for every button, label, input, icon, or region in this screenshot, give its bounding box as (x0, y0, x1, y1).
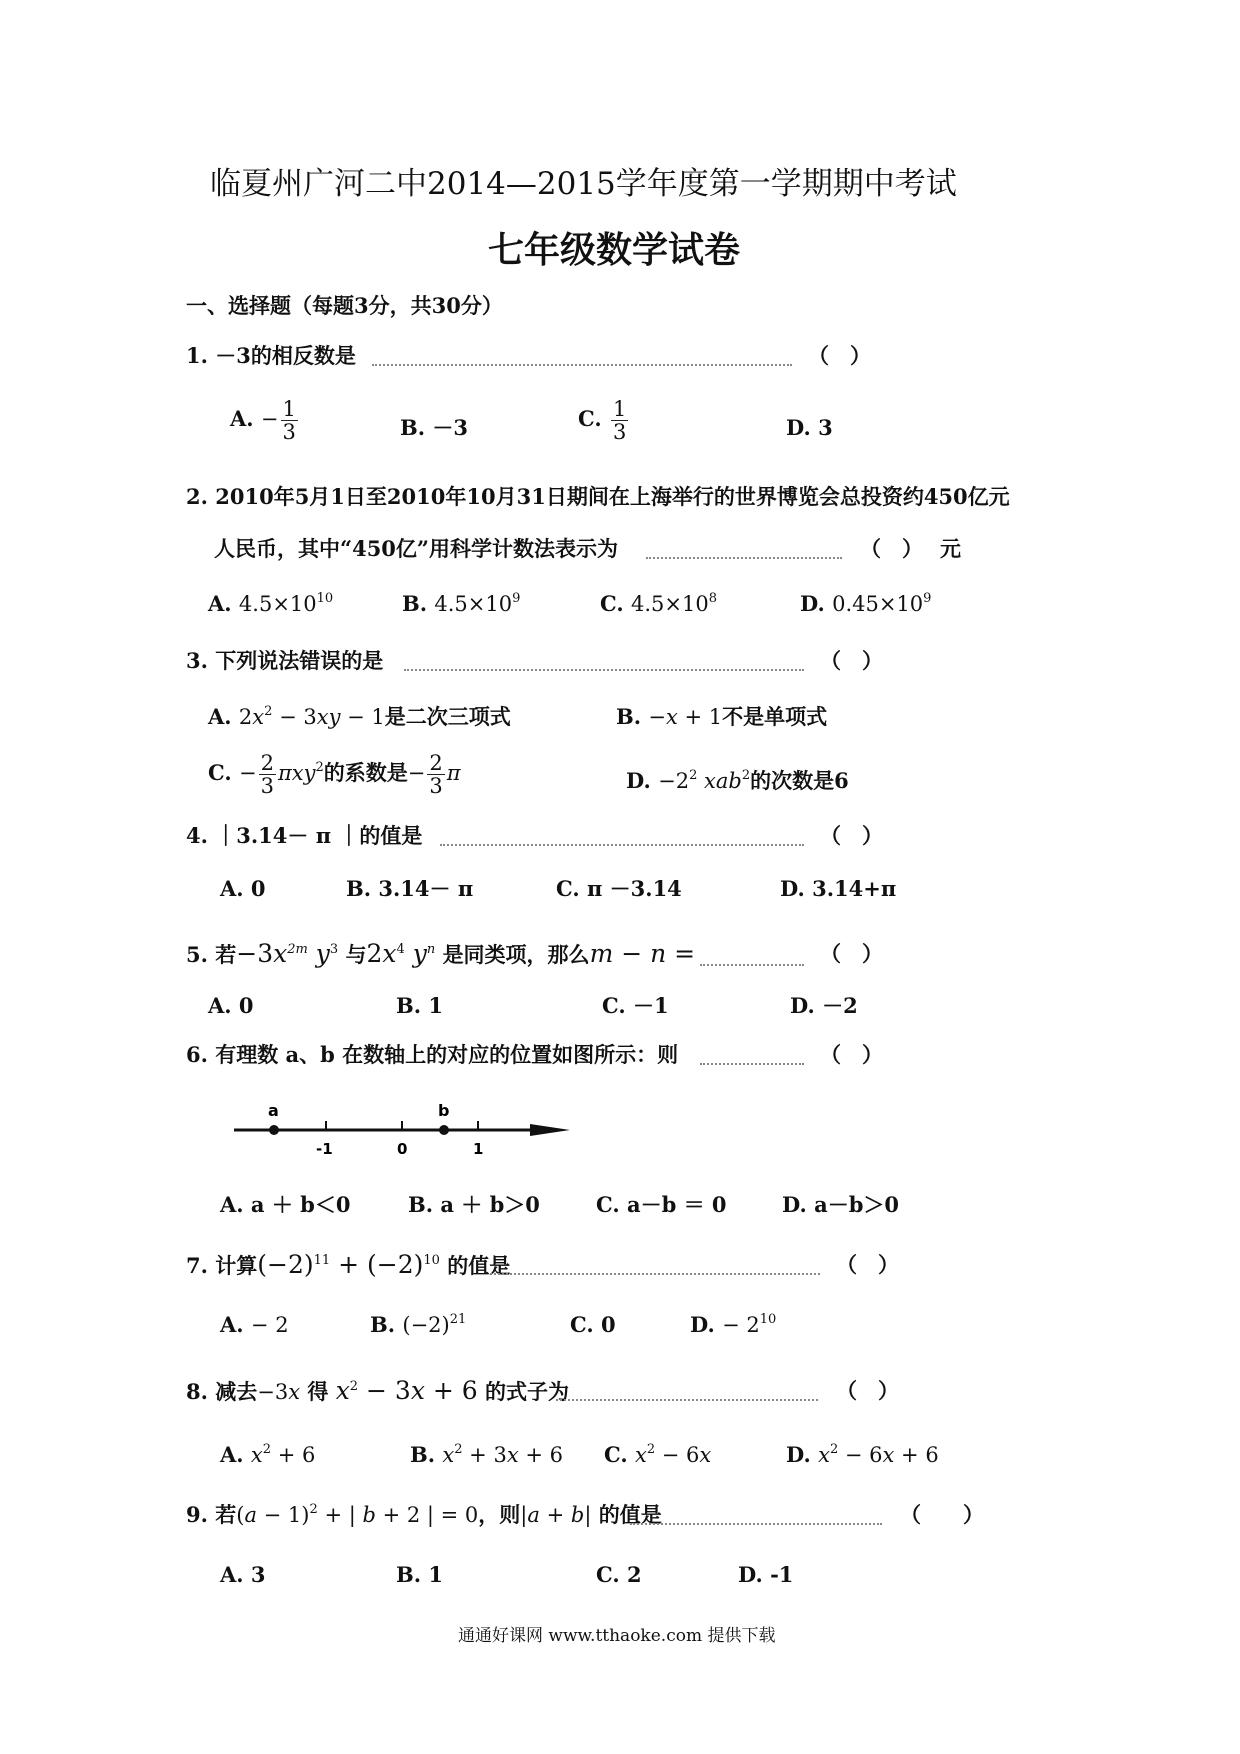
q4-option-b: B. 3.14－ π (346, 876, 474, 901)
q6-option-d: D. a－b＞0 (782, 1192, 899, 1217)
q9-stem: 9. 若$(a - 1)^2$ + | b + 2 | = 0，则|a + b| 的值是 (186, 1502, 662, 1527)
dot-leader (440, 844, 804, 846)
q4-stem: 4. ｜3.14－ π ｜的值是 (186, 823, 423, 848)
q3-stem: 3. 下列说法错误的是 (186, 648, 384, 673)
q4-option-c: C. π －3.14 (556, 876, 682, 901)
section-heading: 一、选择题（每题3分，共30分） (186, 293, 503, 318)
q2-option-a: A. $4.5\times 10^{10}$ (208, 591, 334, 616)
q8-option-a: A. $x^2 + 6$ (220, 1442, 316, 1467)
dot-leader (556, 1399, 818, 1401)
tick-label-minus-1: -1 (316, 1140, 333, 1158)
answer-paren: （ ） (820, 1042, 883, 1067)
q6-option-a: A. a ＋ b＜0 (220, 1192, 351, 1217)
dot-leader (630, 1523, 882, 1525)
axis-arrow (530, 1124, 570, 1136)
q1-option-a: A. − $\frac{1}{3}$ (230, 397, 296, 444)
q2-option-c: C. $4.5\times 10^8$ (600, 591, 717, 616)
q5-option-a: A. 0 (208, 993, 254, 1018)
q4-option-a: A. 0 (220, 876, 266, 901)
q8-option-d: D. $x^2 - 6x + 6$ (786, 1442, 939, 1467)
dot-leader (700, 1063, 804, 1065)
q1-option-d: D. 3 (786, 415, 833, 440)
answer-paren: （ ） (820, 941, 883, 966)
point-a-label: a (268, 1101, 279, 1120)
q3-option-c: C. − $\frac{2}{3}$ πxy$^2$的系数是− $\frac{2}{3}$ π (208, 751, 461, 798)
q4-option-d: D. 3.14+π (780, 876, 897, 901)
dot-leader (646, 557, 842, 559)
dot-leader (700, 964, 804, 966)
q3-option-d: D. $-2^2$ xab$^2$的次数是6 (626, 768, 849, 793)
point-b (439, 1125, 449, 1135)
q5-option-b: B. 1 (396, 993, 443, 1018)
answer-paren: （ ） (820, 823, 883, 848)
point-a (269, 1125, 279, 1135)
q7-option-a: A. − 2 (220, 1312, 289, 1337)
number-line (224, 1096, 584, 1176)
answer-paren: （ ） (860, 536, 923, 561)
dot-leader (404, 669, 804, 671)
q8-stem: 8. 减去−3x 得 $x^2 - 3x + 6$ 的式子为 (186, 1376, 569, 1405)
q3-option-b: B. −x + 1不是单项式 (616, 704, 828, 729)
q2-stem-line2: 人民币，其中“450亿”用科学计数法表示为 (214, 536, 618, 561)
tick-label-0: 0 (397, 1140, 408, 1158)
point-b-label: b (438, 1101, 450, 1120)
q2-option-b: B. $4.5\times 10^9$ (402, 591, 521, 616)
q1-option-b: B. －3 (400, 415, 468, 440)
dot-leader (490, 1273, 820, 1275)
q5-option-d: D. －2 (790, 993, 858, 1018)
answer-paren: （ ） (836, 1378, 899, 1403)
q2-option-d: D. $0.45\times 10^9$ (800, 591, 932, 616)
page-title: 七年级数学试卷 (488, 230, 741, 271)
answer-paren: （ ） (836, 1252, 899, 1277)
q2-unit: 元 (940, 536, 961, 561)
q8-option-c: C. $x^2 - 6x$ (604, 1442, 712, 1467)
q8-option-b: B. $x^2 + 3x + 6$ (410, 1442, 563, 1467)
q9-option-c: C. 2 (596, 1562, 642, 1587)
page-footer: 通通好课网 www.tthaoke.com 提供下载 (458, 1626, 776, 1646)
q3-option-a: A. $2x^2 - 3xy - 1$是二次三项式 (208, 704, 511, 729)
q1-stem: 1. －3的相反数是 (186, 343, 356, 368)
answer-paren: （ ） (820, 648, 883, 673)
q7-option-d: D. − $2^{10}$ (690, 1312, 777, 1337)
school-line: 临夏州广河二中2014—2015学年度第一学期期中考试 (210, 166, 957, 202)
q7-stem: 7. 计算$(-2)^{11} + (-2)^{10}$ 的值是 (186, 1250, 511, 1279)
answer-paren: （ ） (900, 1502, 984, 1527)
q6-option-c: C. a－b ＝ 0 (596, 1192, 727, 1217)
q2-stem-line1: 2. 2010年5月1日至2010年10月31日期间在上海举行的世界博览会总投资约450亿元 (186, 484, 1010, 509)
dot-leader (372, 364, 792, 366)
q5-stem: 5. 若$-3x^{2m}$ $y^3$ 与$2x^4$ $y^n$ 是同类项，那么m − n = (186, 939, 696, 968)
tick-label-1: 1 (473, 1140, 484, 1158)
q9-option-a: A. 3 (220, 1562, 266, 1587)
answer-paren: （ ） (808, 343, 871, 368)
q9-option-b: B. 1 (396, 1562, 443, 1587)
q9-option-d: D. -1 (738, 1562, 794, 1587)
q6-option-b: B. a ＋ b＞0 (408, 1192, 540, 1217)
q7-option-b: B. $(-2)^{21}$ (370, 1312, 467, 1337)
q5-option-c: C. －1 (602, 993, 669, 1018)
q6-stem: 6. 有理数 a、b 在数轴上的对应的位置如图所示：则 (186, 1042, 679, 1067)
q7-option-c: C. 0 (570, 1312, 616, 1337)
q1-option-c: C. $\frac{1}{3}$ (578, 397, 627, 444)
